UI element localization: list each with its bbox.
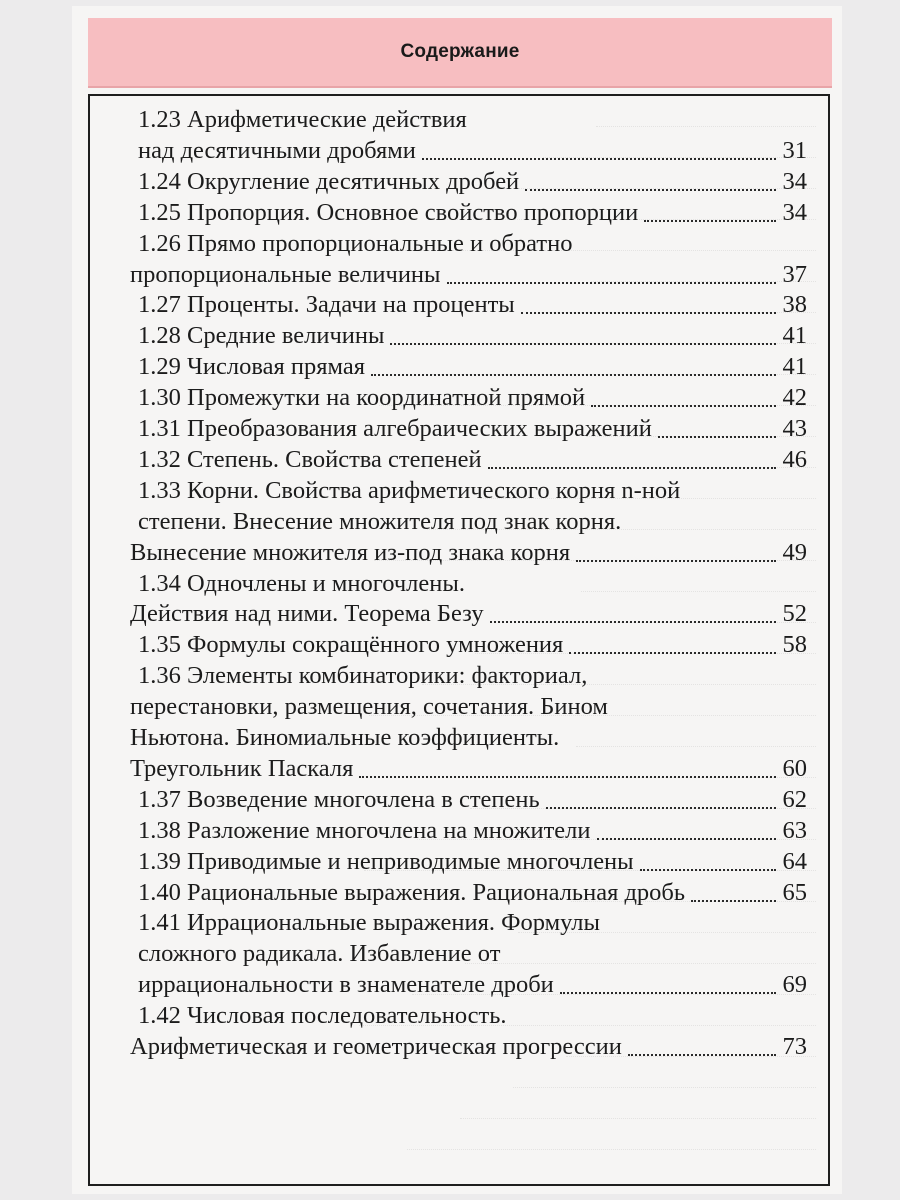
toc-entry-line xyxy=(130,661,807,691)
toc-entry-text: 1.26 Прямо пропорциональные и обратно xyxy=(138,229,573,257)
dot-leader xyxy=(521,311,776,314)
dot-leader xyxy=(447,281,776,284)
toc-entry-text: перестановки, размещения, сочетания. Бином xyxy=(130,693,608,721)
toc-page-number: 73 xyxy=(782,1033,807,1060)
toc-entry-line xyxy=(130,1001,807,1031)
toc-entry-line xyxy=(130,723,807,753)
dot-leader xyxy=(546,806,776,809)
toc-page-number: 58 xyxy=(782,631,807,659)
toc-entry-line xyxy=(130,321,807,351)
toc-page-number: 52 xyxy=(782,600,807,628)
toc-entry-text: Арифметическая и геометрическая прогрессии xyxy=(130,1033,622,1060)
toc-entry-line xyxy=(130,414,807,444)
toc-entry-line xyxy=(130,908,807,938)
toc-page-number: 43 xyxy=(782,415,807,442)
toc-entry-line xyxy=(130,970,807,1000)
dot-leader xyxy=(576,559,776,562)
toc-entry-text: 1.28 Средние величины xyxy=(138,322,385,350)
toc-page-number: 34 xyxy=(782,167,807,195)
dot-leader xyxy=(560,991,776,994)
toc-entry-text: степени. Внесение множителя под знак корня. xyxy=(138,507,622,535)
dot-leader xyxy=(569,651,776,654)
dot-leader xyxy=(525,188,776,191)
toc-entry-text: 1.25 Пропорция. Основное свойство пропорции xyxy=(138,198,639,226)
toc-entry-line xyxy=(130,939,807,969)
toc-entry-text: 1.30 Промежутки на координатной прямой xyxy=(138,384,586,412)
toc-page-number: 41 xyxy=(782,322,807,350)
toc-entry-text: сложного радикала. Избавление от xyxy=(138,940,501,968)
toc-entry-text: 1.39 Приводимые и неприводимые многочлены xyxy=(138,847,634,875)
toc-entry-line xyxy=(130,136,807,166)
toc-page-number: 63 xyxy=(782,816,807,844)
toc-entry-line xyxy=(130,878,807,908)
dot-leader xyxy=(691,899,776,902)
toc-entry-text: 1.42 Числовая последовательность. xyxy=(138,1002,507,1030)
toc-page-number: 64 xyxy=(782,847,807,875)
toc-entry-line xyxy=(130,290,807,320)
toc-entry-text: 1.23 Арифметические действия xyxy=(138,106,467,133)
toc-page-number: 49 xyxy=(782,538,807,566)
toc-entry-text: 1.34 Одночлены и многочлены. xyxy=(138,569,465,597)
dot-leader xyxy=(591,404,776,407)
toc-entry-line xyxy=(130,476,807,506)
toc-entry-line xyxy=(130,105,807,135)
toc-entry-text: иррациональности в знаменателе дроби xyxy=(138,971,554,999)
toc-entry-line xyxy=(130,847,807,877)
toc-entry-text: Вынесение множителя из-под знака корня xyxy=(130,538,571,566)
toc-entry-line xyxy=(130,538,807,568)
page-title: Содержание xyxy=(400,41,520,62)
dot-leader xyxy=(390,342,776,345)
toc-entry-text: Треугольник Паскаля xyxy=(130,754,354,782)
dot-leader xyxy=(658,435,776,438)
toc-page-number: 41 xyxy=(782,353,807,381)
toc-page-number: 62 xyxy=(782,785,807,813)
toc-entry-text: 1.35 Формулы сокращённого умножения xyxy=(138,631,564,659)
toc-entry-line xyxy=(130,569,807,599)
dot-leader xyxy=(640,868,776,871)
toc-entry-line xyxy=(130,754,807,784)
toc-page-number: 69 xyxy=(782,971,807,999)
toc-page-number: 65 xyxy=(782,878,807,906)
toc-entry-text: пропорциональные величины xyxy=(130,260,441,288)
toc-entry-text: 1.41 Иррациональные выражения. Формулы xyxy=(138,909,600,937)
toc-entry-line xyxy=(130,352,807,382)
toc-page-number: 60 xyxy=(782,754,807,782)
toc-entry-line xyxy=(130,445,807,475)
toc-entry-text: 1.31 Преобразования алгебраических выражений xyxy=(138,415,652,442)
dot-leader xyxy=(359,775,776,778)
dot-leader xyxy=(488,466,776,469)
toc-entry-text: 1.36 Элементы комбинаторики: факториал, xyxy=(138,662,588,690)
toc-entry-line xyxy=(130,630,807,660)
dot-leader xyxy=(597,837,776,840)
toc-entry-text: 1.27 Проценты. Задачи на проценты xyxy=(138,291,515,319)
toc-entry-text: 1.37 Возведение многочлена в степень xyxy=(138,785,540,813)
toc-entry-line xyxy=(130,507,807,537)
toc-entry-text: 1.32 Степень. Свойства степеней xyxy=(138,445,482,473)
toc-entry-text: над десятичными дробями xyxy=(138,136,416,164)
toc-page-number: 46 xyxy=(782,445,807,473)
toc-entry-line xyxy=(130,383,807,413)
toc-entry-text: Ньютона. Биномиальные коэффициенты. xyxy=(130,724,560,751)
toc-page-number: 34 xyxy=(782,198,807,226)
dot-leader xyxy=(422,157,776,160)
toc-page-number: 37 xyxy=(782,260,807,288)
toc-entry-line xyxy=(130,198,807,228)
toc-page-number: 42 xyxy=(782,384,807,412)
toc-entry-line xyxy=(130,167,807,197)
toc-entry-text: 1.24 Округление десятичных дробей xyxy=(138,167,520,195)
toc-entry-line xyxy=(130,599,807,629)
toc-entry-text: Действия над ними. Теорема Безу xyxy=(130,600,484,628)
dot-leader xyxy=(371,373,776,376)
toc-entry-text: 1.29 Числовая прямая xyxy=(138,353,366,381)
toc-entry-text: 1.38 Разложение многочлена на множители xyxy=(138,816,591,844)
dot-leader xyxy=(628,1053,776,1056)
toc-entry-text: 1.33 Корни. Свойства арифметического корня n-ной xyxy=(138,476,681,504)
toc-entry-line xyxy=(130,785,807,815)
toc-entry-line xyxy=(130,229,807,259)
toc-entry-text: 1.40 Рациональные выражения. Рациональная дробь xyxy=(138,878,686,906)
toc-entry-line xyxy=(130,816,807,846)
toc-entry-line xyxy=(130,260,807,290)
toc-entry-line xyxy=(130,692,807,722)
toc-page-number: 31 xyxy=(782,136,807,164)
toc-entry-line xyxy=(130,1032,807,1062)
dot-leader xyxy=(644,219,776,222)
dot-leader xyxy=(490,620,776,623)
contents-header xyxy=(88,18,832,88)
toc-page-number: 38 xyxy=(782,291,807,319)
